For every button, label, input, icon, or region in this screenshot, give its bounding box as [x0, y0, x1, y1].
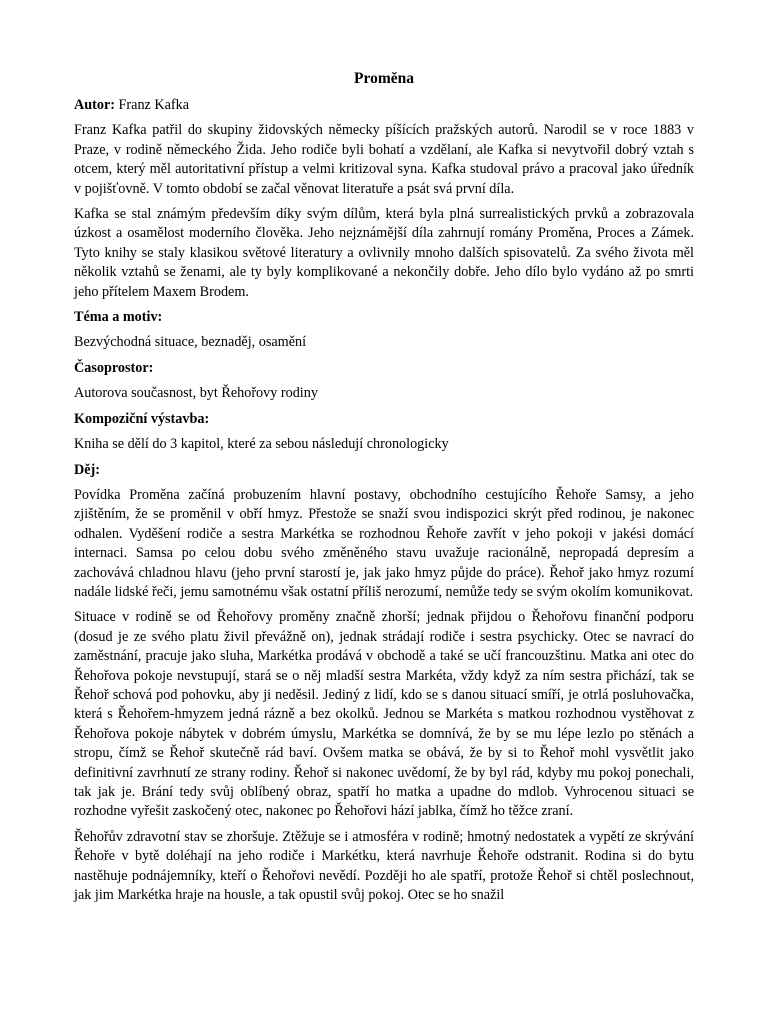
author-label: Autor: [74, 97, 115, 113]
theme-heading: Téma a motiv: [74, 309, 163, 326]
timespace-text: Autorova současnost, byt Řehořovy rodiny [74, 385, 318, 402]
intro-paragraph-1: Franz Kafka patřil do skupiny židovských německy píšících pražských autorů. Narodil se v roce 1883 v Praze, v rodině německého Žida. Jeho rodiče byli bohatí a vzdělaní, ale Kafka si nevytvořil dobrý vztah s otcem, který měl autoritativní přístup a velmi kritizoval syna. Kafka studoval právo a pracoval jako úředník v pojišťovně. V tomto období se začal věnovat literatuře a psát svá první díla. [74, 122, 694, 197]
author-line [74, 96, 694, 115]
plot-paragraph-1: Povídka Proměna začíná probuzením hlavní postavy, obchodního cestujícího Řehoře Samsy, a jeho zjištěním, že se proměnil v obří hmyz. Přestože se snaží svou indispozici skrýt před rodinou, je nakonec odhalen. Vyděšení rodiče a sestra Markétka se rozhodnou Řehoře zavřít v jeho pokoji v jakési domácí internaci. Samsa po celou dobu svého změněného stavu uvažuje racionálně, nepropadá depresím a zachovává chladnou hlavu (jeho první starostí je, jak jako hmyz půjde do práce). Řehoř jako hmyz rozumí nadále lidské řeči, jemu samotnému však ostatní příliš nerozumí, nemůže tedy se svým okolím komunikovat. [74, 486, 694, 600]
plot-paragraph-2: Situace v rodině se od Řehořovy proměny značně zhorší; jednak přijdou o Řehořovu finanční podporu (dosud je ze svého platu živil převážně on), jednak strádají rodiče i sestra psychicky. Otec se navrací do zaměstnání, pracuje jako sluha, Markétka prodává v obchodě a také se učí francouzštinu. Matka ani otec do Řehořova pokoje nevstupují, stará se o něj mladší sestra Markéta, vždy když za ním sestra přichází, tak se Řehoř schová pod pohovku, aby ji neděsil. Jediný z lidí, kdo se s danou situací smíří, je otrlá posluhovačka, která s Řehořem-hmyzem jedná rázně a bez okolků. Jednou se Markéta s matkou rozhodnou vystěhovat z Řehořova pokoje nábytek v dobrém úmyslu, Markétka se domnívá, že by se mu lépe lezlo po stěnách a stropu, čímž se Řehoř skutečně rád baví. Ovšem matka se obává, že by si to Řehoř mohl vysvětlit jako definitivní zavrhnutí ze strany rodiny. Řehoř si nakonec uvědomí, že by byl rád, kdyby mu pokoj ponechali, tak jak je. Brání tedy svůj oblíbený obraz, spatří ho matka a upadne do mdlob. Vyhrocenou situaci se rozhodne vyřešit zaskočený otec, nakonec po Řehořovi hází jablka, čímž ho těžce zraní. [74, 609, 694, 820]
author-name: Franz Kafka [114, 97, 190, 113]
plot-heading: Děj: [74, 461, 100, 478]
plot-paragraph-3: Řehořův zdravotní stav se zhoršuje. Ztěžuje se i atmosféra v rodině; hmotný nedostatek a vypětí ze skrývání Řehoře v bytě doléhají na jeho rodiče i Markétku, která navrhuje Řehoře odstranit. Rodina si do bytu nastěhuje podnájemníky, kteří o Řehořovi nevědí. Později ho ale spatří, protože Řehoř si chtěl poslechnout, jak jim Markétka hraje na housle, a tak opustil svůj pokoj. Otec se ho snažil [74, 828, 694, 904]
theme-text: Bezvýchodná situace, beznaděj, osamění [74, 334, 307, 351]
document-title: Proměna [354, 70, 414, 87]
composition-text: Kniha se dělí do 3 kapitol, které za sebou následují chronologicky [74, 436, 449, 453]
composition-heading: Kompoziční výstavba: [74, 410, 210, 427]
document-page [74, 70, 694, 904]
intro-paragraph-2: Kafka se stal známým především díky svým dílům, která byla plná surrealistických prvků a zobrazovala úzkost a osamělost moderního člověka. Jeho nejznámější díla zahrnují romány Proměna, Proces a Zámek. Tyto knihy se staly klasikou světové literatury a ovlivnily mnoho dalších spisovatelů. Za svého života měl několik vztahů se ženami, ale ty byly komplikované a nekončily dobře. Jeho dílo bylo vydáno až po smrti jeho přítelem Maxem Brodem. [74, 206, 694, 300]
timespace-heading: Časoprostor: [74, 359, 154, 376]
